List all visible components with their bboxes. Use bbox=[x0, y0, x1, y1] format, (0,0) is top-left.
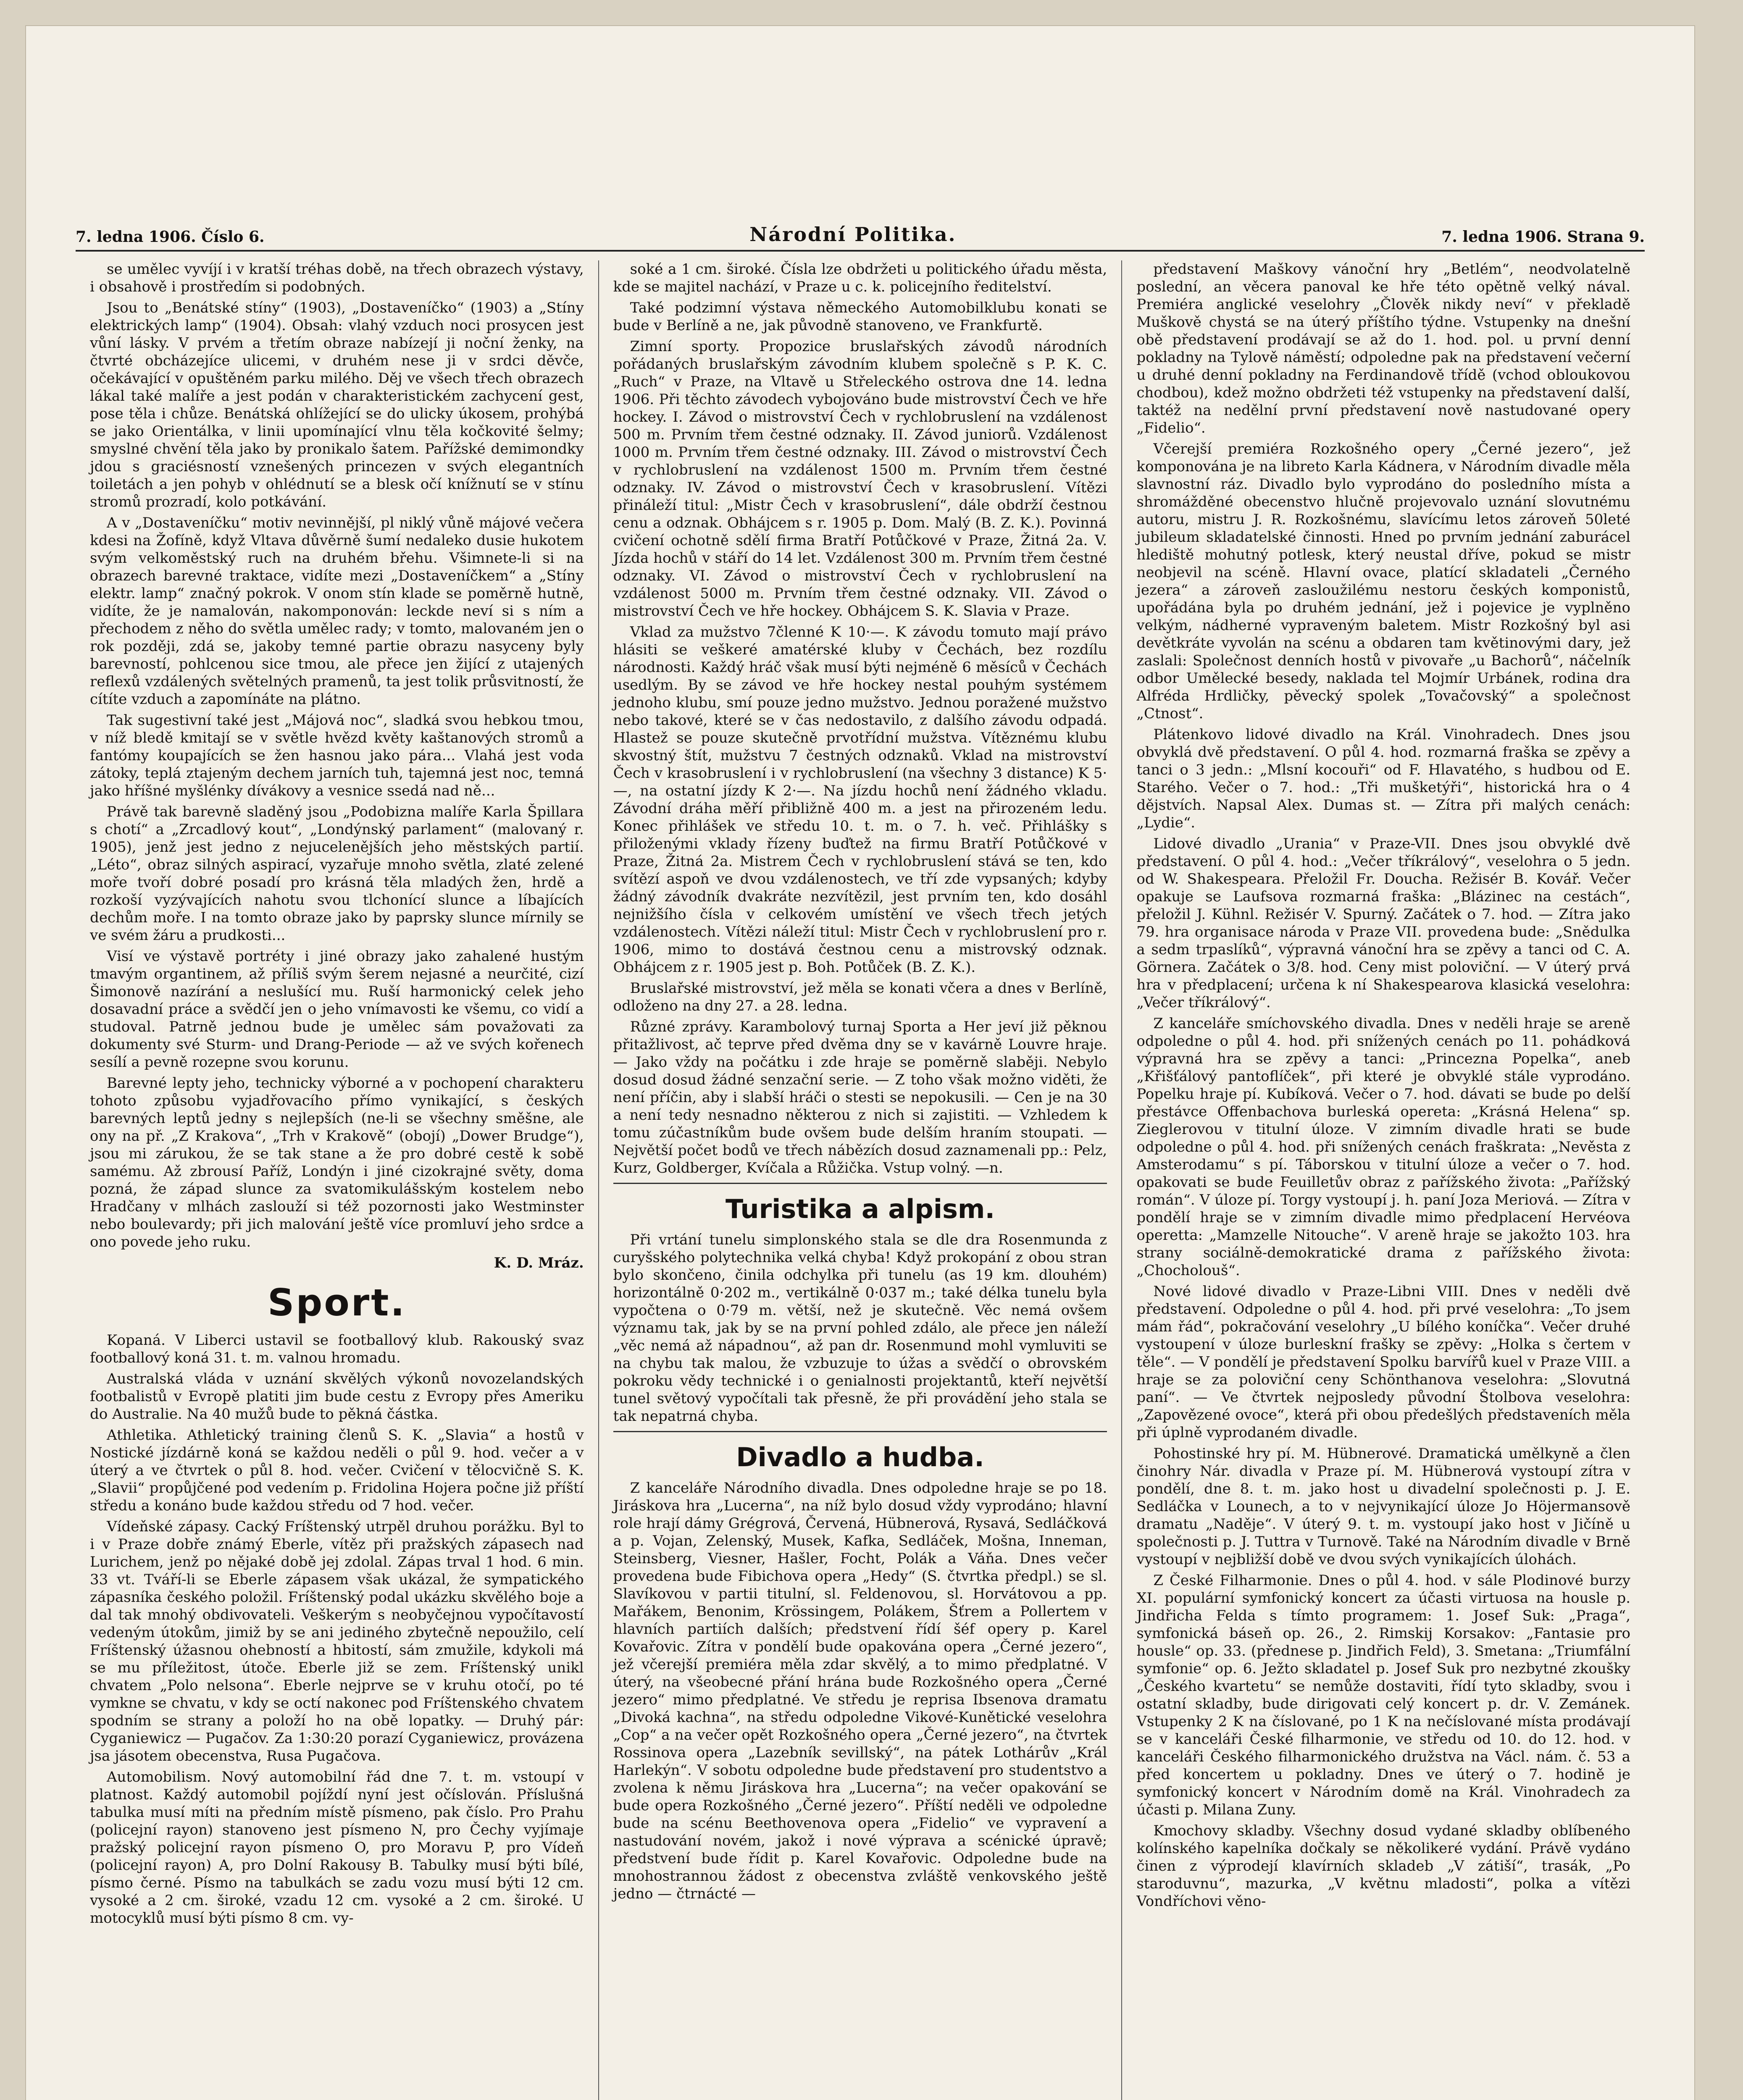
paragraph: Také podzimní výstava německého Automobilklubu konati se bude v Berlíně a ne, jak původně stanoveno, ve Frankfurtě. bbox=[613, 299, 1107, 334]
paragraph: Plátenkovo lidové divadlo na Král. Vinohradech. Dnes jsou obvyklá dvě představení. O půl 4. hod. rozmarná fraška se zpěvy a tanci o 3 jedn.: „Mlsní kocouři“ od F. Hlavatého, s hudbou od E. Starého. Večer o 7. hod.: „Tři mušketýři“, historická hra o 4 dějstvích. Napsal Alex. Dumas st. — Zítra při malých cenách: „Lydie“. bbox=[1136, 726, 1631, 831]
paragraph: Vklad za mužstvo 7členné K 10·—. K závodu tomuto mají právo hlásiti se veškeré amatérské kluby v Čechách, bez rozdílu národnosti. Každý hráč však musí býti nejméně 6 měsíců v Čechách usedlým. By se závod ve hře hockey nestal pouhým systémem jednoho klubu, smí pouze jedno mužstvo. Jednou poražené mužstvo nebo takové, které se v čas nedostavilo, z dalšího závodu odpadá. Hlastež se pouze skutečně prvotřídní mužstva. Vítěznému klubu skvostný štít, mužstvu 7 čestných odznaků. Vklad na mistrovství Čech v krasobruslení i v rychlobruslení (na všechny 3 distance) K 5·—, na ostatní jízdy K 2·—. Na jízdu hochů není žádného vkladu. Závodní dráha měří přibližně 400 m. a jest na přirozeném ledu. Konec přihlášek ve středu 10. t. m. o 7. h. več. Přihlášky s přiloženými vklady řízeny buďtež na firmu Bratří Potůčkové v Praze, Žitná 2a. Mistrem Čech v rychlobruslení stává se ten, kdo svítězí aspoň ve dvou vzdálenostech, ve tří zde vypsaných; kdyby žádný závodník dvakráte nezvítězil, jest prvním ten, kdo dosáhl nejnižšího čísla v celkovém umístění ve všech třech jetých vzdálenostech. Vítězi náleží titul: Mistr Čech v rychlobruslení pro r. 1906, mimo to dostává čestnou cenu a mistrovský odznak. Obhájcem z r. 1905 jest p. Boh. Potůček (B. Z. K.). bbox=[613, 624, 1107, 976]
section-heading-sport: Sport. bbox=[267, 1281, 406, 1324]
paragraph: soké a 1 cm. široké. Čísla lze obdržeti u politického úřadu města, kde se majitel nachází, v Praze u c. k. policejního ředitelství. bbox=[613, 261, 1107, 295]
paragraph: Tak sugestivní také jest „Májová noc“, sladká svou hebkou tmou, v níž bledě kmitají se v světle hvězd květy kaštanových stromů a fantómy koupajících se žen hasnou jako pára... Vlahá jest voda zátoky, teplá ztajeným dechem jarních tuh, tajemná jest noc, temná jako hříšné myšlénky dívákovy a vesnice ssedá nad ně... bbox=[90, 712, 584, 799]
page-header bbox=[76, 212, 1645, 252]
author-signature: K. D. Mráz. bbox=[494, 1255, 584, 1271]
paragraph: Kmochovy skladby. Všechny dosud vydané skladby oblíbeného kolínského kapelníka dočkaly se několikeré vydání. Právě vydáno činen z výprodejí klavírních skladeb „V zátiší“, trasák, „Po staroduvnu“, mazurka, „V květnu mladosti“, polka a vítězi Vondříchovi věno- bbox=[1136, 1822, 1631, 1910]
paragraph: Visí ve výstavě portréty i jiné obrazy jako zahalené hustým tmavým organtinem, až příliš svým šerem nejasné a neurčité, cizí Šimonově nazírání a neslušící mu. Ruší harmonický celek jeho dosavadní práce a svědčí jen o jeho vnímavosti ke všemu, co vidí a studoval. Patrně jednou bude je umělec sám považovati za dokumenty své Sturm- und Drang-Periode — až ve svých kořenech sesílí a pevně rozepne svou korunu. bbox=[90, 948, 584, 1071]
paragraph: Jsou to „Benátské stíny“ (1903), „Dostaveníčko“ (1903) a „Stíny elektrických lamp“ (1904). Obsah: vlahý vzduch noci prosycen jest vůní lásky. V prvém a třetím obraze nabízejí ji noční ženky, na čtvrté obcházejíce ulicemi, v druhém nese ji v srdci děvče, očekávající v opuštěném parku milého. Děj ve všech třech obrazech lákal také malíře a jest podán v charakteristickém zachycení gest, pose těla i chůze. Benátská ohlížející se do ulicky úkosem, prohýbá se jako Orientálka, v linii upomínající vlnu těla kočkovité šelmy; smyslné chvění těla jako by pronikalo šatem. Pařížské demimondky jdou s graciésností vznešených princezen v svých elegantních toiletách a jen pohyb v ohlédnutí se a blesk očí knížnutí se v stínu stromů prozradí, kolo potkávání. bbox=[90, 299, 584, 510]
paragraph: Automobilism. Nový automobilní řád dne 7. t. m. vstoupí v platnost. Každý automobil pojíždí nyní jest očíslován. Příslušná tabulka musí míti na předním místě písmeno, pak číslo. Pro Prahu (policejní rayon) stanoveno jest písmeno N, pro Čechy vyjímaje pražský policejní rayon písmeno O, pro Moravu P, pro Vídeň (policejní rayon) A, pro Dolní Rakousy B. Tabulky musí býti bílé, písmo černé. Písmo na tabulkách se zadu vozu musí býti 12 cm. vysoké a 2 cm. široké, vzadu 12 cm. vysoké a 2 cm. široké. U motocyklů musí býti písmo 8 cm. vy- bbox=[90, 1769, 584, 1927]
paragraph: Včerejší premiéra Rozkošného opery „Černé jezero“, jež komponována je na libreto Karla Kádnera, v Národním divadle měla slavnostní ráz. Divadlo bylo vyprodáno do posledního místa a shromážděné obecenstvo hlučně projevovalo uznání slovutnému autoru, mistru J. R. Rozkošnému, slavícímu letos zároveň 50leté jubileum skladatelské činnosti. Hned po prvním jednání zaburácel hlediště mohutný potlesk, který neustal dříve, pokud se mistr neobjevil na scéně. Hlavní ovace, platící skladateli „Černého jezera“ a zároveň zasloužilému nestoru českých komponistů, upořádána byla po druhém jednání, jež i pojevice je vyplněno velkým, nádherné vypraveným baletem. Mistr Rozkošný byl asi devětkráte vyvolán na scénu a obdaren tam květinovými dary, jež zaslali: Společnost denních hostů v pivovaře „u Bachorů“, náčelník odbor Umělecké besedy, naklada tel Mojmír Urbánek, rodina dra Alfréda Hrdličky, pěvecký spolek „Tovačovský“ a společnost „Ctnost“. bbox=[1136, 441, 1631, 722]
column-2 bbox=[599, 260, 1123, 2100]
paragraph: Lidové divadlo „Urania“ v Praze-VII. Dnes jsou obvyklé dvě představení. O půl 4. hod.: „Večer tříkrálový“, veselohra o 5 jedn. od W. Shakespeara. Přeložil Fr. Doucha. Režisér B. Kovář. Večer opakuje se Laufsova rozmarná fraška: „Blázinec na cestách“, přeložil J. Kühnl. Režisér V. Spurný. Začátek o 7. hod. — Zítra jako 79. hra organisace národa v Praze VII. provedena bude: „Snědulka a sedm trpaslíků“, výpravná vánoční hra se zpěvy a tanci od C. A. Görnera. Začátek o 3/8. hod. Ceny mist poloviční. — V úterý prvá hra v předplacení; určena k ní Shakespearova klasická veselohra: „Večer tříkrálový“. bbox=[1136, 835, 1631, 1011]
paragraph: Z kanceláře Národního divadla. Dnes odpoledne hraje se po 18. Jiráskova hra „Lucerna“, na níž bylo dosud vždy vyprodáno; hlavní role hrají dámy Grégrová, Červená, Hübnerová, Rysavá, Sedláčková a p. Vojan, Zelenský, Musek, Kafka, Sedláček, Mošna, Inneman, Steinsberg, Viesner, Hašler, Focht, Polák a Váňa. Dnes večer provedena bude Fibichova opera „Hedy“ (S. čtvrtka předpl.) se sl. Slavíkovou v partii titulní, sl. Feldenovou, sl. Horvátovou a pp. Mařákem, Benonim, Krössingem, Polákem, Šťrem a Pollertem v hlavních partiích dalších; předstvení řídí šéf opery p. Karel Kovařovic. Zítra v pondělí bude opakována opera „Černé jezero“, jež včerejší premiéra měla zdar skvělý, a to mimo předplatné. V úterý, na všeobecné přání hrána bude Rozkošného opera „Černé jezero“ mimo předplatné. Ve středu je reprisa Ibsenova dramatu „Divoká kachna“, na středu odpoledne Vikové-Kunětické veselohra „Cop“ a na večer opět Rozkošného opera „Černé jezero“, na čtvrtek Rossinova opera „Lazebník sevillský“, na pátek Lothárův „Král Harlekýn“. V sobotu odpoledne bude představení pro studentstvo a zvolena k němu Jiráskova hra „Lucerna“; na večer opakování se bude opera Rozkošného „Černé jezero“. Příští neděli ve odpoledne bude na scénu Beethovenova opera „Fidelio“ ve vypravení a nastudování novém, jakož i nové výprava a scénické úpravě; předstvení bude řídit p. Karel Kovařovic. Odpoledne bude na mnohostrannou žádost z obecenstva zvláště venkovského ještě jedno — čtrnácté — bbox=[613, 1480, 1107, 1902]
newspaper-page bbox=[25, 25, 1695, 2100]
section-heading-divadlo: Divadlo a hudba. bbox=[736, 1442, 984, 1473]
columns bbox=[76, 260, 1645, 2100]
paragraph: Australská vláda v uznání skvělých výkonů novozelandských footbalistů v Evropě platiti jim bude cestu z Evropy přes Ameriku do Australie. Na 40 mužů bude to pěkná částka. bbox=[90, 1370, 584, 1423]
paragraph: Z kanceláře smíchovského divadla. Dnes v neděli hraje se areně odpoledne o půl 4. hod. při snížených cenách po 11. pohádková výpravná hra se zpěvy a tanci: „Princezna Popelka“, aneb „Křišťálový pantoflíček“, při které je obvyklé stále vyprodáno. Popelku hraje pí. Kubíková. Večer o 7. hod. dávati se bude po delší přestávce Offenbachova burleská opereta: „Krásná Helena“ sp. Zieglerovou v titulní úloze. V zimním divadle hrati se bude odpoledne o půl 4. hod. při snížených cenách fraškrata: „Nevěsta z Amsterodamu“ s pí. Táborskou v titulní úloze a večer o 7. hod. opakovati se bude Feuilletův obraz z pařížského života: „Pařížský román“. V úloze pí. Torgy vystoupí j. h. paní Joza Meriová. — Zítra v pondělí hraje se v zimním divadle mimo předplacení Hervéova operetta: „Mamzelle Nitouche“. V areně hraje se jakožto 103. hra strany sociálně-demokratické drama z pařížského života: „Chocholouš“. bbox=[1136, 1015, 1631, 1279]
paragraph: Pohostinské hry pí. M. Hübnerové. Dramatická umělkyně a člen činohry Nár. divadla v Praze pí. M. Hübnerová vystoupí zítra v pondělí, dne 8. t. m. jako host u divadelní společnosti p. J. E. Sedláčka v Lounech, a to v nejvynikající úloze Jo Höjermansově dramatu „Naděje“. V úterý 9. t. m. vystoupí jako host v Jičíně u společnosti p. J. Tuttra v Turnově. Také na Národním divadle v Brně vystoupí v nejbližší době ve dvou svých vynikajících úlohách. bbox=[1136, 1445, 1631, 1568]
paragraph: Různé zprávy. Karambolový turnaj Sporta a Her jeví již pěknou přitažlivost, ač teprve před dvěma dny se v kavárně Louvre hraje. — Jako vždy na počátku i zde hraje se poměrně slaběji. Nebylo dosud dosud žádné senzační serie. — Z toho však možno viděti, že není příčin, aby i slabší hráči o stesti se nepokusili. — Cen je na 30 a není tedy nesnadno některou z nich si zajistiti. — Vzhledem k tomu zúčastníkům bude ovšem bude delším hraním stoupati. — Největší počet bodů ve třech nábězích dosud zaznamenali pp.: Pelz, Kurz, Goldberger, Kvíčala a Růžička. Vstup volný. —n. bbox=[613, 1018, 1107, 1176]
column-1 bbox=[76, 260, 599, 2100]
paragraph: představení Maškovy vánoční hry „Betlém“, neodvolatelně poslední, an věcera panoval ke hře této opětně velký nával. Premiéra anglické veselohry „Člověk nikdy neví“ v překladě Muškově chystá se na úterý příštího týdne. Vstupenky na dnešní obě představení prodávají se až do 1. hod. pol. u první denní pokladny na Tylově náměstí; odpoledne pak na představení večerní u druhé denní pokladny na Ferdinandově třídě (vchod obloukovou chodbou), kdež možno obdržeti též vstupenky na představení další, taktéž na nedělní první představení nově nastudované opery „Fidelio“. bbox=[1136, 261, 1631, 436]
paragraph: Nové lidové divadlo v Praze-Libni VIII. Dnes v neděli dvě představení. Odpoledne o půl 4. hod. při prvé veselohra: „To jsem mám řád“, pokračování veselohry „U bílého koníčka“. Večer druhé vystoupení v úloze burleskní frašky se zpěvy: „Holka s čertem v těle“. — V pondělí je představení Spolku barvířů kuel v Praze VIII. a hraje se za poloviční ceny Schönthanova veselohra: „Slovutná paní“. — Ve čtvrtek nejposledy původní Štolbova veselohra: „Zapovězené ovoce“, která při obou předešlých představeních měla při úplně vyprodaném divadle. bbox=[1136, 1283, 1631, 1441]
masthead: Národní Politika. bbox=[749, 223, 957, 246]
paragraph: Při vrtání tunelu simplonského stala se dle dra Rosenmunda z curyšského polytechnika velká chyba! Když prokopání z obou stran bylo skončeno, činila odchylka při tunelu (as 19 km. dlouhém) horizontálně 0·202 m., vertikálně 0·037 m.; také délka tunelu byla vypočtena o 0·79 m. větší, než je skutečně. Věc nemá ovšem významu tak, jak by se na první pohled zdálo, ale přece jen náleží „věc nemá až nápadnou“, až pan dr. Rosenmund mohl vymluviti se na chybu tak malou, že vzbuzuje to úžas a svědčí o obrovském pokroku vědy technické i o genialnosti projektantů, kteří největší tunel světový vypočítali tak přesně, že při provádění jeho stala se tak nepatrná chyba. bbox=[613, 1231, 1107, 1425]
paragraph: Barevné lepty jeho, technicky výborné a v pochopení charakteru tohoto způsobu vyjadřovacího přímo vynikající, s českých barevných leptů jedny s nejlepších (ne-li se všechny směšne, ale ony na př. „Z Krakova“, „Trh v Krakově“ (obojí) „Dower Brudge“), jsou mi zárukou, že se tak stane a že pro dobré cestě k sobě samému. Až zbrousí Paříž, Londýn i jiné cizokrajné světy, doma pozná, že západ slunce za svatomikulášským kostelem nebo Hradčany v mlhách zaslouží si též pozornosti jako Westminster nebo boulevardy; při jich malování ještě více promluví jeho srdce a ono povede jeho ruku. bbox=[90, 1075, 584, 1250]
section-heading-turistika: Turistika a alpism. bbox=[725, 1194, 995, 1224]
paragraph: Bruslařské mistrovství, jež měla se konati včera a dnes v Berlíně, odloženo na dny 27. a 28. ledna. bbox=[613, 980, 1107, 1014]
paragraph: Zimní sporty. Propozice bruslařských závodů národních pořádaných bruslařským závodním klubem společně s P. K. C. „Ruch“ v Praze, na Vltavě u Střeleckého ostrova dne 14. ledna 1906. Při těchto závodech vybojováno bude mistrovství Čech ve hře hockey. I. Závod o mistrovství Čech v rychlobruslení na vzdálenost 500 m. Prvním třem čestné odznaky. II. Závod juniorů. Vzdálenost 1000 m. Prvním třem čestné odznaky. III. Závod o mistrovství Čech v rychlobruslení na vzdálenost 1500 m. Prvním třem čestné odznaky. IV. Závod o mistrovství Čech v krasobruslení. Vítězi přináleží titul: „Mistr Čech v krasobruslení“, dále obdrží čestnou cenu a odznak. Obhájcem s r. 1905 p. Dom. Malý (B. Z. K.). Povinná cvičení ochotně sdělí firma Bratří Potůčkové v Praze, Žitná 2a. V. Jízda hochů v stáří do 14 let. Vzdálenost 300 m. Prvním třem čestné odznaky. VI. Závod o mistrovství Čech v rychlobruslení na vzdálenost 5000 m. Prvním třem čestné odznaky. VII. Závod o mistrovství Čech ve hře hockey. Obhájcem S. K. Slavia v Praze. bbox=[613, 338, 1107, 620]
paragraph: Z České Filharmonie. Dnes o půl 4. hod. v sále Plodinové burzy XI. populární symfonický koncert za účasti virtuosa na housle p. Jindřicha Felda s tímto programem: 1. Josef Suk: „Praga“, symfonická báseň op. 26., 2. Rimskij Korsakov: „Fantasie pro housle“ op. 33. (přednese p. Jindřich Feld), 3. Smetana: „Triumfální symfonie“ op. 6. Ježto skladatel p. Josef Suk pro nezbytné zkoušky „Českého kvartetu“ se nemůže dostaviti, řídí tyto skladby, svou i ostatní skladby, bude dirigovati celý koncert p. dr. V. Zemánek. Vstupenky 2 K na číslované, po 1 K na nečíslované místa prodávají se v kanceláři České filharmonie, ve středu od 10. do 12. hod. v kanceláři Českého filharmonického družstva na Václ. nám. č. 53 a před koncertem u pokladny. Dnes ve úterý o 7. hodině je symfonický koncert v Národním domě na Král. Vinohradech za účasti p. Milana Zuny. bbox=[1136, 1572, 1631, 1818]
paragraph: Athletika. Athletický training členů S. K. „Slavia“ a hostů v Nostické jízdárně koná se každou neděli o půl 9. hod. večer a v úterý a ve čtvrtek o půl 8. hod. večer. Cvičení v tělocvičně S. K. „Slavii“ propůjčené pod vedením p. Fridolina Hojera počne již příští středu a konáno bude každou středu od 7 hod. večer. bbox=[90, 1427, 584, 1514]
paragraph: Právě tak barevně sladěný jsou „Podobizna malíře Karla Špillara s chotí“ a „Zrcadlový kout“, „Londýnský parlament“ (malovaný r. 1905), jenž jest jedno z nejucelenějších jeho městských partií. „Léto“, obraz silných aspirací, vyzařuje mnoho světla, zlaté zelené moře tvoří dobré posadí pro krásná těla mladých žen, hrdě a rozkoší vyzývajících nahotu svou tlchonící slunce a líbajících dechům moře. I na tomto obraze jako by paprsky slunce mírnily se ve svém žáru a prudkosti... bbox=[90, 803, 584, 944]
paragraph: A v „Dostaveníčku“ motiv nevinnější, pl niklý vůně májové večera kdesi na Žofíně, když Vltava důvěrně šumí nedaleko dusie hukotem svým velkoměstský ruch na druhém břehu. Všimnete-li si na obrazech barevné traktace, vidíte mezi „Dostaveníčkem“ a „Stíny elektr. lamp“ značný pokrok. V onom stín klade se poměrně hutně, vidíte, že je namalován, nakomponován: leckde neví si s ním a přechodem z něho do světla umělec rady; v tomto, malovaném jen o rok později, zdá se, jakoby temné partie obrazu nasyceny byly barevností, pohlcenou sice tmou, ale přece jen žijící z utajených reflexů vzdálených světelných pramenů, ta jest tolik průsvitností, že cítíte vzduch a zapomínáte na plátno. bbox=[90, 514, 584, 708]
divider bbox=[613, 1183, 1107, 1184]
column-3 bbox=[1122, 260, 1645, 2100]
header-date-left: 7. ledna 1906. Číslo 6. bbox=[76, 228, 265, 246]
paragraph: se umělec vyvíjí i v kratší tréhas době, na třech obrazech výstavy, i obsahově i prostředím si podobných. bbox=[90, 261, 584, 295]
divider bbox=[613, 1431, 1107, 1432]
paragraph: Kopaná. V Liberci ustavil se footballový klub. Rakouský svaz footballový koná 31. t. m. valnou hromadu. bbox=[90, 1332, 584, 1366]
header-date-right: 7. ledna 1906. Strana 9. bbox=[1441, 228, 1645, 246]
paragraph: Vídeňské zápasy. Cacký Fríštenský utrpěl druhou porážku. Byl to i v Praze dobře známý Eberle, vítěz při pražských zápasech nad Lurichem, jenž po nějaké době jej zdolal. Zápas trval 1 hod. 6 min. 33 vt. Tváří-li se Eberle zápasem však ukázal, že sympatického zápasníka českého položil. Fríštenský podal ukázku skvělého boje a dal tak mnohý obdivovateli. Veškerým s neobyčejnou vypočítavostí vedeným útokům, jimiž by se ani jediného zbytečně nepoužilo, celí Fríštenský úžasnou ohebností a hbitostí, sám zmužile, kdykoli má se mu příležitost, útoče. Eberle již se zem. Fríštenský unikl chvatem „Polo nelsona“. Eberle nejprve se v kruhu otočí, po té vymkne se chvatu, v kdy se octí nakonec pod Fríštenského chvatem spodním se strany a položí ho na obě lopatky. — Druhý pár: Cyganiewicz — Pugačov. Za 1:30:20 porazí Cyganiewicz, provázena jsa jásotem obecenstva, Rusa Pugačova. bbox=[90, 1518, 584, 1764]
